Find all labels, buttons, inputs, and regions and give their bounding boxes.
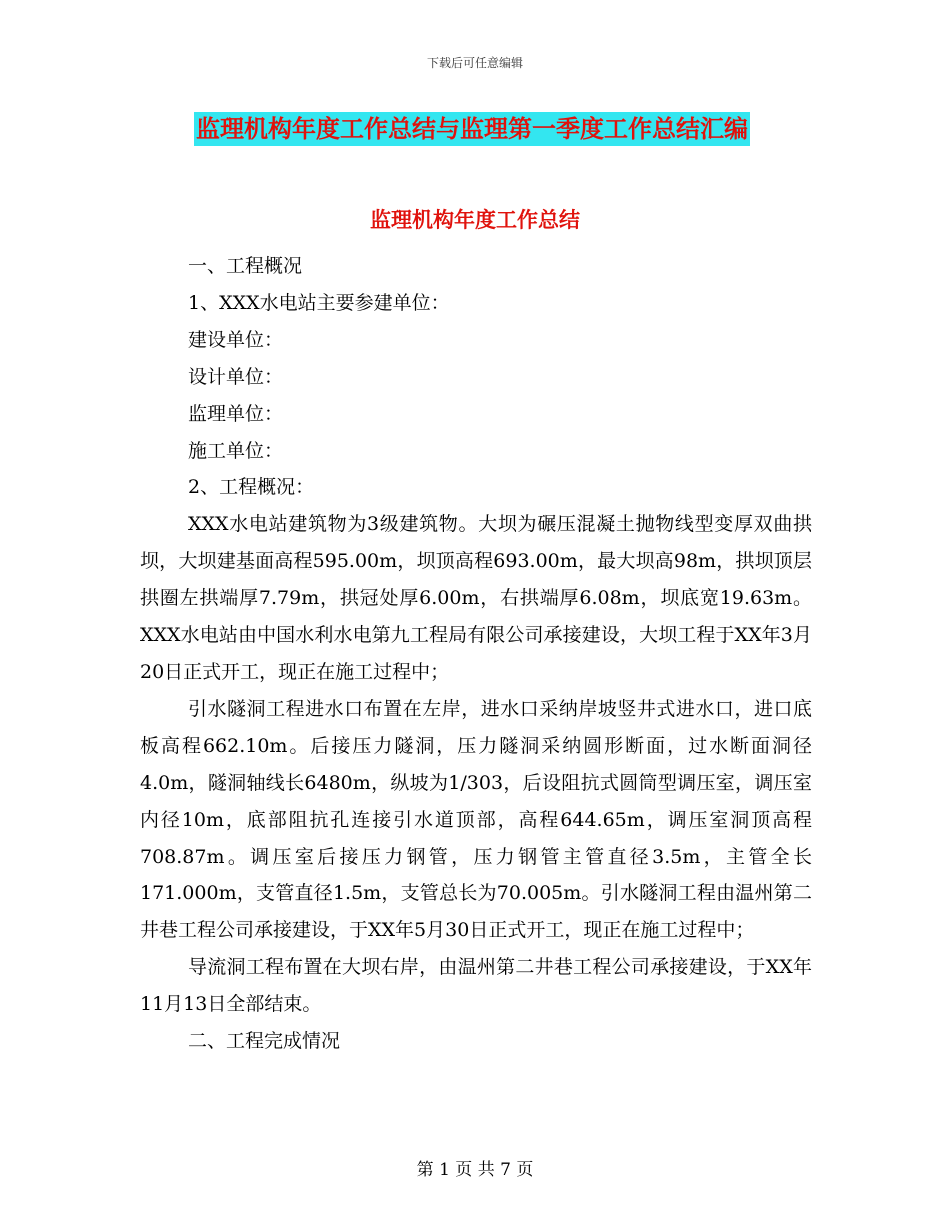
- unit-contractor: 施工单位：: [188, 439, 284, 462]
- heading-project-completion: 二、工程完成情况: [188, 1030, 341, 1053]
- item-participating-units: 1、XXX水电站主要参建单位：: [188, 291, 450, 314]
- document-body: [140, 248, 812, 1060]
- heading-project-overview: 一、工程概况: [188, 255, 303, 277]
- page-number: 第 1 页 共 7 页: [416, 1160, 534, 1180]
- unit-supervision: 监理单位：: [188, 402, 284, 425]
- section-title: 监理机构年度工作总结: [370, 207, 580, 232]
- document-title: 监理机构年度工作总结与监理第一季度工作总结汇编: [194, 112, 750, 146]
- unit-construction-owner: 建设单位：: [188, 328, 284, 351]
- paragraph-diversion-tunnel: 引水隧洞工程进水口布置在左岸，进水口采纳岸坡竖井式进水口，进口底板高程662.10m。后接压力隧洞，压力隧洞采纳圆形断面，过水断面洞径4.0m，隧洞轴线长6480m，纵坡为1/303，后设阻抗式圆筒型调压室，调压室内径10m，底部阻抗孔连接引水道顶部，高程644.65m，调压室洞顶高程708.87m。调压室后接压力钢管，压力钢管主管直径3.5m，主管全长171.000m，支管直径1.5m，支管总长为70.005m。引水隧洞工程由温州第二井巷工程公司承接建设，于XX年5月30日正式开工，现正在施工过程中；: [140, 697, 812, 942]
- paragraph-dam: XXX水电站建筑物为3级建筑物。大坝为碾压混凝土抛物线型变厚双曲拱坝，大坝建基面高程595.00m，坝顶高程693.00m，最大坝高98m，拱坝顶层拱圈左拱端厚7.79m，拱冠处厚6.00m，右拱端厚6.08m，坝底宽19.63m。XXX水电站由中国水利水电第九工程局有限公司承接建设，大坝工程于XX年3月20日正式开工，现正在施工过程中；: [140, 513, 812, 683]
- item-project-summary: 2、工程概况：: [188, 476, 315, 499]
- paragraph-diversion-culvert: 导流洞工程布置在大坝右岸，由温州第二井巷工程公司承接建设，于XX年11月13日全部结束。: [140, 956, 812, 1016]
- header-note: 下载后可任意编辑: [426, 56, 523, 70]
- unit-design: 设计单位：: [188, 365, 284, 388]
